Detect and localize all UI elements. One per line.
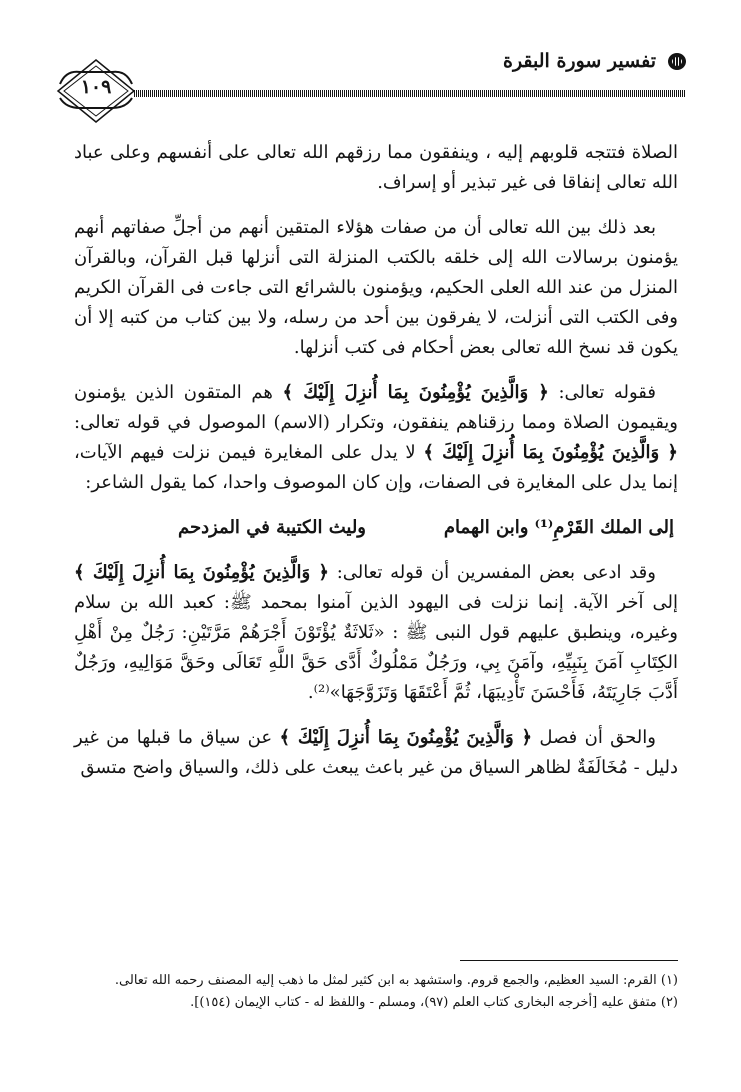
text-segment: إلى آخر الآية. إنما نزلت فى اليهود الذين آمنوا بمحمد ﷺ: كعبد الله بن سلام وغيره، وينطبق عليهم قول النبى ﷺ : «ثَلاثَةٌ يُؤْتَوْنَ أَجْرَهُمْ مَرَّتَيْنِ: رَجُلٌ مِنْ أَهْلِ الكِتَابِ آمَنَ بِنَبِيِّهِ، وآمَنَ بِي، ورَجُلٌ مَمْلُوكٌ أَدَّى حَقَّ اللَّهِ تَعَالَى وحَقَّ مَوَالِيهِ، ورَجُلٌ أَدَّبَ جَارِيَتَهُ، فَأَحْسَنَ تَأْدِيبَهَا، ثُمَّ أَعْتَقَهَا وَتَزَوَّجَهَا»⁽²⁾. (74, 592, 679, 703)
text-segment: هم المتقون الذين يؤمنون ويقيمون الصلاة ومما رزقناهم ينفقون، وتكرار (الاسم) الموصول في قوله تعالى: (74, 382, 679, 433)
text-segment: وقد ادعى بعض المفسرين أن قوله تعالى: (328, 562, 656, 583)
text-segment: لا يدل على المغايرة فيمن نزلت فيهم الآيات، إنما يدل على المغايرة فى الصفات، وإن كان الموصوف واحدا، كما يقول الشاعر: (74, 442, 678, 493)
footnotes (74, 970, 678, 1014)
text-segment: عن سياق ما قبلها من غير دليل - مُخَالَفَةٌ لظاهر السياق من غير باعث يبعث على ذلك، والسياق واضح متسق (74, 727, 678, 778)
quran-verse: ﴿ وَالَّذِينَ يُؤْمِنُونَ بِمَا أُنزِلَ إِلَيْكَ ﴾ (279, 727, 533, 748)
footnote-separator (460, 960, 678, 961)
paragraph-2 (74, 213, 678, 363)
poem-hemistich-2: وليث الكتيبة في المزدحم (177, 517, 366, 538)
text-segment: بعد ذلك بين الله تعالى أن من صفات هؤلاء المتقين أنهم من أجلِّ صفاتهم أنهم يؤمنون برسالات الله إلى خلقه بالكتب المنزلة التى أنزلها قبل القرآن، وبالقرآن المنزل من عند الله العلى الحكيم، ويؤمنون بالشرائع التى جاءت فى القرآن الكريم وفى الكتب التى أنزلت، لا يفرقون بين أحد من رسله، ولا بين كتاب من كتبه إلا أن يكون قد نسخ الله تعالى بعض أحكام فى كتب أنزلها. (74, 217, 678, 358)
paragraph-5 (74, 723, 678, 783)
book-title: تفسير سورة البقرة (502, 50, 656, 72)
poem-verse (74, 513, 678, 543)
paragraph-1 (74, 138, 678, 198)
quran-verse: ﴿ وَالَّذِينَ يُؤْمِنُونَ بِمَا أُنزِلَ إِلَيْكَ ﴾ (282, 382, 549, 403)
quran-verse: ﴿ وَالَّذِينَ يُؤْمِنُونَ بِمَا أُنزِلَ إِلَيْكَ ﴾ (423, 442, 678, 463)
paragraph-4 (74, 558, 678, 708)
footnote-2: (٢) متفق عليه [أخرجه البخارى كتاب العلم (٩٧)، ومسلم - واللفظ له - كتاب الإيمان (١٥٤)]. (190, 995, 678, 1010)
text-segment: الصلاة فتتجه قلوبهم إليه ، وينفقون مما رزقهم الله تعالى على أنفسهم وعلى عباد الله تعالى إنفاقا فى غير تبذير أو إسراف. (74, 142, 678, 193)
poem-hemistich-1: إلى الملك القَرْمِ⁽¹⁾ وابن الهمام (443, 517, 674, 538)
page-number: ١٠٩ (80, 76, 112, 98)
footnote-1: (١) القرم: السيد العظيم، والجمع قروم. واستشهد به ابن كثير لمثل ما ذهب إليه المصنف رحمه الله تعالى. (114, 973, 678, 988)
ornament-icon (668, 53, 686, 70)
page-number-badge (56, 58, 136, 124)
text-segment: فقوله تعالى: (548, 382, 656, 403)
text-segment: والحق أن فصل (532, 727, 656, 748)
header-rule (134, 90, 686, 97)
main-text (74, 138, 678, 783)
quran-verse: ﴿ وَالَّذِينَ يُؤْمِنُونَ بِمَا أُنزِلَ إِلَيْكَ ﴾ (74, 562, 329, 583)
page-header (56, 44, 686, 124)
paragraph-3 (74, 378, 678, 498)
